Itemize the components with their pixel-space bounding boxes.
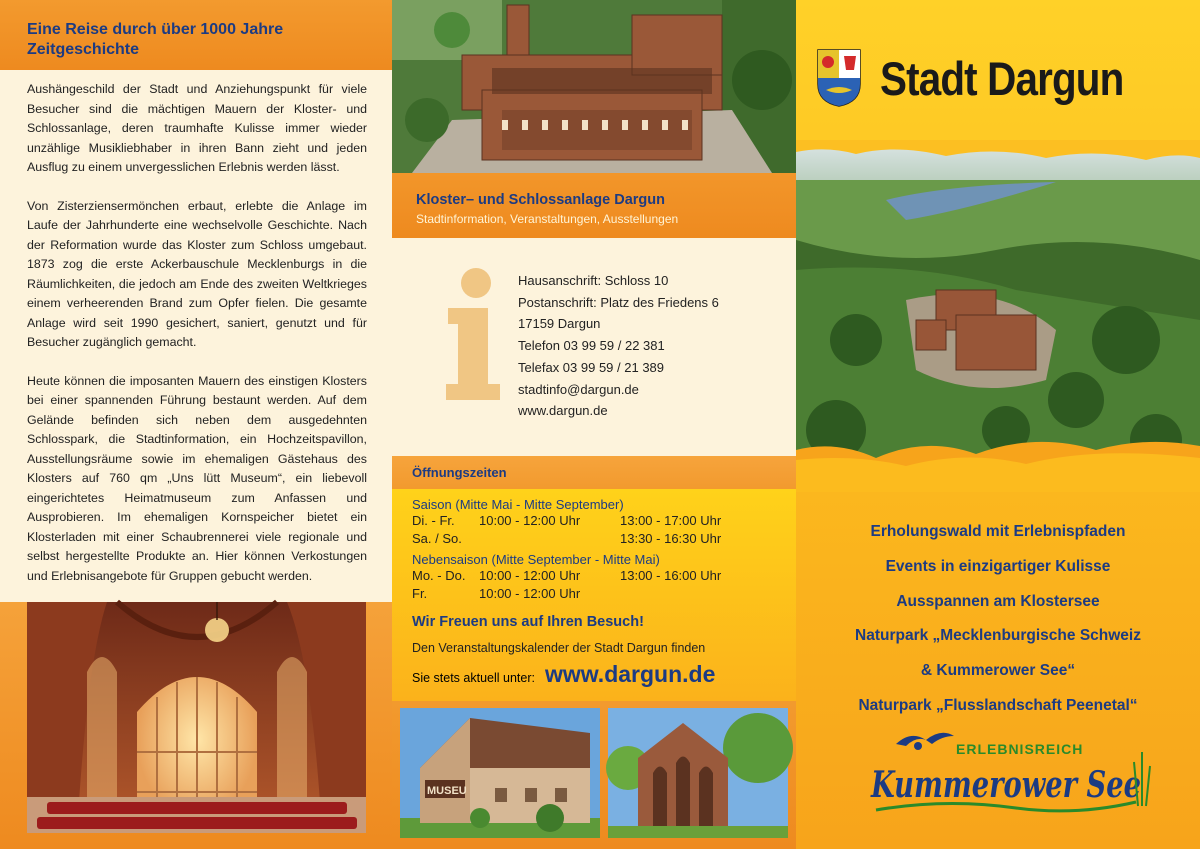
slogan-line: Erholungswald mit Erlebnispfaden bbox=[870, 523, 1126, 540]
hours-row bbox=[412, 585, 796, 603]
address-city: 17159 Dargun bbox=[518, 316, 601, 332]
hours-day: Sa. / So. bbox=[412, 530, 462, 546]
coat-of-arms-icon bbox=[816, 48, 862, 108]
address-block bbox=[518, 270, 719, 422]
slogan-line: & Kummerower See“ bbox=[920, 662, 1076, 680]
hours-afternoon: 13:30 - 16:30 Uhr bbox=[620, 530, 722, 546]
left-panel bbox=[0, 0, 392, 849]
slogan-line: Naturpark „Mecklenburgische Schweiz bbox=[855, 627, 1141, 645]
chapel-ruin-photo bbox=[608, 708, 788, 838]
hours-day: Fr. bbox=[412, 585, 428, 601]
castle-title: Kloster– und Schlossanlage Dargun bbox=[416, 192, 665, 208]
kummerower-see-logo bbox=[866, 722, 1156, 832]
offseason-label: Nebensaison (Mitte September - Mitte Mai) bbox=[412, 552, 660, 567]
season-label: Saison (Mitte Mai - Mitte September) bbox=[412, 497, 624, 512]
left-paragraph: Aushängeschild der Stadt und Anziehungspunkt für viele Besucher sind die mächtigen Mauern der Kloster- und Schlossanlage, deren traumhafte Kulisse immer wieder unzählige Musikliebhaber in ihren Bann zieht und jeden Ausflug zu einem unvergesslichen Erlebnis werden lässt. bbox=[27, 82, 367, 174]
right-panel bbox=[796, 0, 1200, 849]
hours-day: Di. - Fr. bbox=[412, 513, 455, 528]
logo-big-text: Kummerower See bbox=[870, 764, 1141, 806]
address-postal: Postanschrift: Platz des Friedens 6 bbox=[518, 294, 719, 310]
calendar-note: Den Veranstaltungskalender der Stadt Dargun finden bbox=[412, 641, 706, 655]
address-street: Hausanschrift: Schloss 10 bbox=[518, 273, 669, 288]
church-interior-photo bbox=[27, 602, 366, 833]
welcome-text: Wir Freuen uns auf Ihren Besuch! bbox=[412, 614, 644, 630]
castle-subtitle: Stadtinformation, Veranstaltungen, Ausstellungen bbox=[416, 212, 679, 226]
website-link[interactable]: www.dargun.de bbox=[544, 661, 716, 687]
left-paragraph: Von Zisterziensermönchen erbaut, erlebte die Anlage im Laufe der Jahrhunderte eine wechselvolle Geschichte. Nach der Reformation wurde das Kloster zum Schloss umgebaut. 1873 zog die erste Ackerbauschule Mecklenburgs in die Räumlichkeiten, die jedoch am Ende des zweiten Weltkrieges einem verheerenden Brand zum Opfer fielen. Die gesamte Anlage wird seit 1990 gesichert, saniert, genutzt und für Besucher zugänglich gemacht. bbox=[27, 198, 367, 349]
website-prefix: Sie stets aktuell unter: bbox=[412, 671, 535, 685]
hours-afternoon: 13:00 - 17:00 Uhr bbox=[620, 513, 722, 528]
museum-sign: MUSEU bbox=[427, 785, 467, 797]
hours-day: Mo. - Do. bbox=[412, 568, 466, 583]
landscape-aerial-photo bbox=[796, 140, 1200, 492]
hours-morning bbox=[479, 530, 620, 548]
address-website: www.dargun.de bbox=[518, 403, 608, 419]
hours-morning: 10:00 - 12:00 Uhr bbox=[479, 568, 581, 583]
middle-panel bbox=[392, 0, 796, 849]
hours-row bbox=[412, 512, 796, 530]
opening-hours-block bbox=[392, 489, 796, 701]
opening-hours-title: Öffnungszeiten bbox=[392, 456, 796, 489]
hours-row bbox=[412, 567, 796, 585]
hours-morning: 10:00 - 12:00 Uhr bbox=[479, 585, 581, 601]
slogan-line: Naturpark „Flusslandschaft Peenetal“ bbox=[858, 696, 1138, 714]
address-phone: Telefon 03 99 59 / 22 381 bbox=[518, 338, 665, 354]
slogan-line: Ausspannen am Klostersee bbox=[896, 592, 1100, 610]
logo-small-text: ERLEBNISREICH bbox=[956, 741, 1084, 757]
slogan-list bbox=[796, 515, 1200, 724]
hours-row bbox=[412, 530, 796, 548]
left-paragraph: Heute können die imposanten Mauern des einstigen Klosters bei einer spannenden Führung bestaunt werden. Auf dem Gelände befinden sich neben dem ausgedehnten Schlosspark, die Stadtinformation, ein Hochzeitspavillon, Ausstellungsräume sowie im ehemaligen Gästehaus des Klosters auf 760 qm „Uns lütt Museum“, ein liebevoll eingerichtetes Heimatmuseum zum Anfassen und Ausprobieren. Im ehemaligen Kornspeicher bietet ein Klosterladen mit einer Schaubrennerei viele regionale und selbst hergestellte Produkte an. Hier können Verkostungen und Erlebnisangebote für Gruppen gebucht werden. bbox=[27, 373, 367, 583]
address-fax: Telefax 03 99 59 / 21 389 bbox=[518, 359, 665, 375]
hours-morning: 10:00 - 12:00 Uhr bbox=[479, 513, 581, 528]
page-title: Stadt Dargun bbox=[880, 51, 1124, 105]
website-line bbox=[412, 661, 796, 688]
title-row bbox=[816, 48, 1163, 108]
left-body-text bbox=[27, 80, 367, 605]
address-email: stadtinfo@dargun.de bbox=[518, 381, 639, 397]
left-heading-band bbox=[0, 0, 392, 70]
museum-building-photo bbox=[400, 708, 600, 838]
castle-info-band bbox=[392, 173, 796, 238]
left-heading: Eine Reise durch über 1000 Jahre Zeitgeschichte bbox=[27, 21, 284, 58]
info-icon bbox=[444, 266, 504, 407]
monastery-aerial-photo bbox=[392, 0, 796, 173]
hours-afternoon: 13:00 - 16:00 Uhr bbox=[620, 568, 722, 583]
slogan-line: Events in einzigartiger Kulisse bbox=[885, 557, 1111, 575]
